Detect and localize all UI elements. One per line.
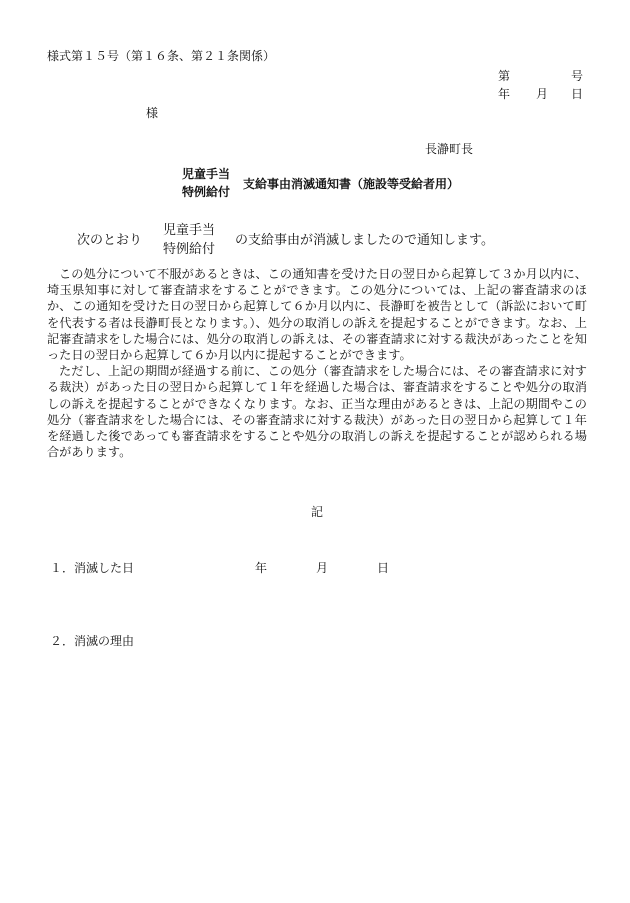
appeal-paragraph-1: この処分について不服があるときは、この通知書を受けた日の翌日から起算して３か月以内に、埼玉県知事に対して審査請求をすることができます。この処分については、上記の審査請求のほか、この通知を受けた日の翌日から起算して６か月以内に、長瀞町を被告として（訴訟において町を代表する者は長瀞町長となります。）、処分の取消しの訴えを提起することができます。なお、上記審査請求をした場合には、処分の取消しの訴えは、その審査請求に対する裁決があったことを知った日の翌日から起算して６か月以内に提起することができます。 xyxy=(47,267,587,363)
title-choice-tokureikyufu: 特例給付 xyxy=(182,185,231,199)
appeal-instructions xyxy=(47,266,587,460)
date-day-label: 日 xyxy=(571,87,584,101)
form-number: 様式第１５号（第１６条、第２１条関係） xyxy=(47,49,276,63)
item-1-year-label: 年 xyxy=(255,561,268,575)
title-choice-jidouteate: 児童手当 xyxy=(182,167,231,181)
document-title: 支給事由消滅通知書（施設等受給者用） xyxy=(243,177,460,191)
item-1-day-label: 日 xyxy=(377,561,390,575)
notice-prefix: 次のとおり xyxy=(77,233,143,248)
recipient-honorific: 様 xyxy=(146,106,159,120)
item-2-label: ２．消滅の理由 xyxy=(50,634,135,648)
appeal-paragraph-2: ただし、上記の期間が経過する前に、この処分（審査請求をした場合には、その審査請求に対する裁決）があった日の翌日から起算して１年を経過した場合は、審査請求をすることや処分の取消しの訴えを提起することができなくなります。なお、正当な理由があるときは、上記の期間やこの処分（審査請求をした場合には、その審査請求に対する裁決）があった日の翌日から起算して１年を経過した後であっても審査請求をすることや処分の取消しの訴えを提起することが認められる場合があります。 xyxy=(47,364,587,460)
notice-choice-tokureikyufu: 特例給付 xyxy=(163,242,216,257)
issuer-name: 長瀞町長 xyxy=(425,142,474,156)
notice-choice-jidouteate: 児童手当 xyxy=(163,223,216,238)
notice-suffix: の支給事由が消滅しましたので通知します。 xyxy=(235,233,494,248)
item-1-label: １．消滅した日 xyxy=(50,561,135,575)
number-suffix: 号 xyxy=(571,69,584,83)
item-1-month-label: 月 xyxy=(316,561,329,575)
date-year-label: 年 xyxy=(498,87,511,101)
number-prefix: 第 xyxy=(498,69,511,83)
date-month-label: 月 xyxy=(536,87,549,101)
ki-heading: 記 xyxy=(311,505,324,519)
